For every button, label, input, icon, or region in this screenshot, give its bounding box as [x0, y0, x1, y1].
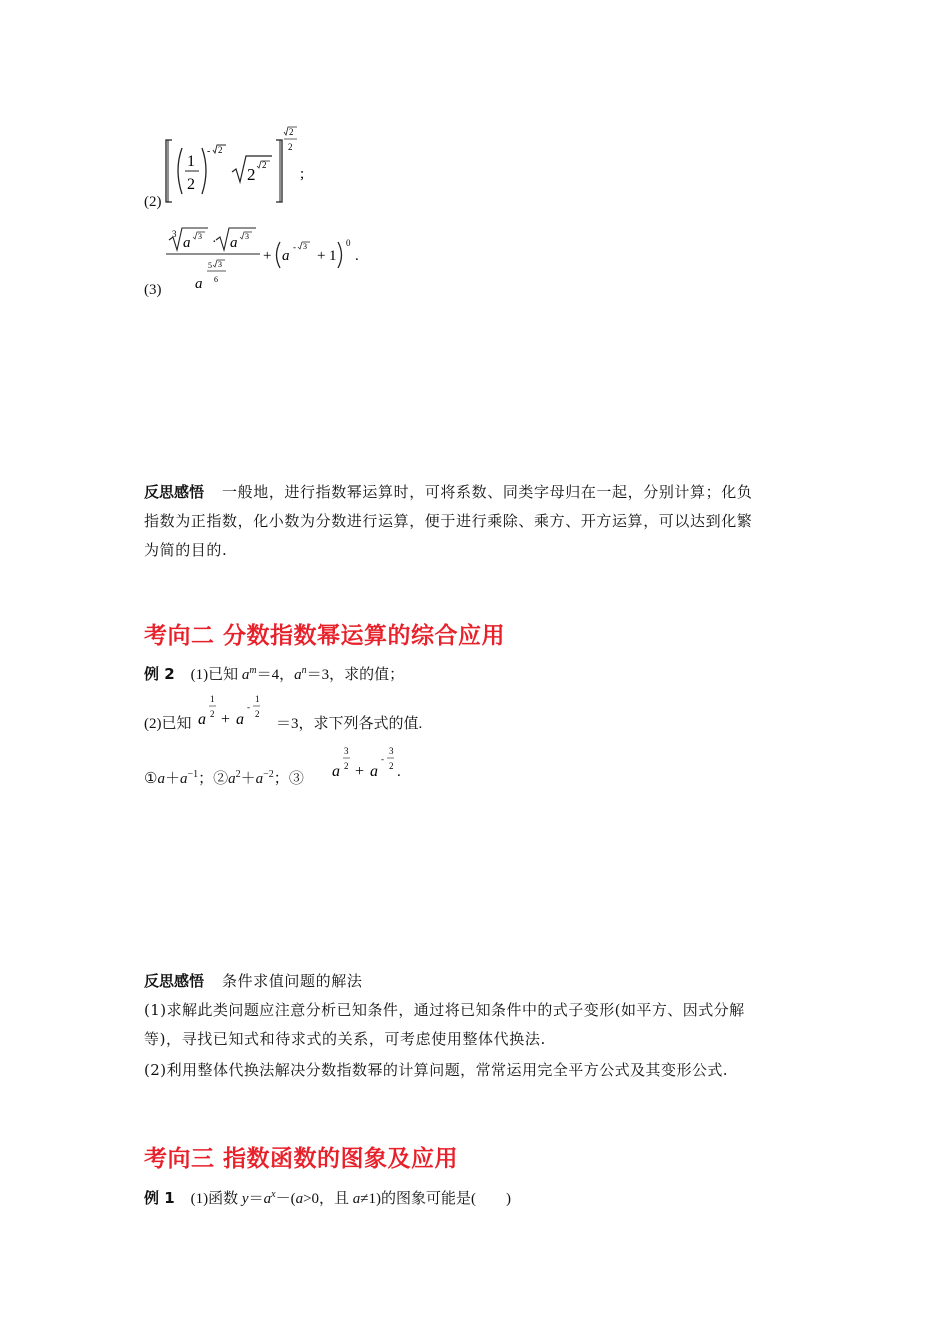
var-a-base: a [263, 1191, 272, 1207]
section-2-heading: 考向二 分数指数幂运算的综合应用 [144, 623, 506, 649]
example-2-part-2-tail: ＝3，求下列各式的值. [276, 716, 423, 732]
example-1-line [144, 1185, 511, 1209]
numerator-a1: a [183, 235, 191, 251]
paren-exp-minus: - [293, 242, 296, 252]
reflection-1-text-1: 一般地，进行指数幂运算时，可将系数、同类字母归在一起，分别计算；化负 [222, 483, 753, 501]
item-1-marker: ① [144, 771, 158, 787]
paren-one: 1 [329, 248, 337, 264]
plus-sign: + [263, 248, 272, 264]
reflection-1-line-1 [144, 482, 752, 502]
item-1-a1: a [157, 771, 165, 787]
left-paren [178, 148, 182, 194]
item-3-exp1-den: 2 [344, 761, 349, 771]
example-1-lead: (1)函数 [190, 1191, 242, 1207]
cond-exp1-den: 2 [210, 709, 215, 719]
cond-plus: + [221, 711, 231, 728]
half-numerator: 1 [187, 153, 195, 170]
problem-3-formula [160, 220, 380, 300]
exp-n: n [301, 665, 307, 676]
section-3-heading: 考向三 指数函数的图象及应用 [144, 1146, 459, 1172]
var-a-cond1: a [295, 1191, 304, 1207]
eq-three: ＝3，求的值； [306, 667, 405, 683]
var-a-m: a [241, 667, 250, 683]
item-1-plus: ＋ [164, 771, 180, 787]
item-2-semicolon: ； [273, 771, 289, 787]
item-3-period: . [397, 764, 401, 780]
numerator-a2: a [230, 235, 238, 251]
item-3-exp1-num: 3 [344, 746, 349, 756]
outer-exp-radicand: 2 [289, 127, 294, 137]
example-1-eq: ＝ [248, 1191, 264, 1207]
multiply-dot: · [212, 235, 217, 250]
eq-four: ＝4， [256, 667, 295, 683]
paren-plus: + [317, 248, 326, 264]
item-3-exp2-den: 2 [389, 761, 394, 771]
item-3-a1: a [332, 763, 340, 780]
cond-a2: a [236, 711, 244, 728]
exp1-radicand: 3 [198, 232, 202, 241]
problem-2-formula [160, 122, 330, 212]
cond-exp2-neg: - [247, 702, 250, 712]
denominator-a: a [195, 276, 203, 292]
item-2-a2: a [255, 771, 264, 787]
item-2-marker: ② [213, 771, 229, 787]
reflection-2-line-1: (1)求解此类问题应注意分析已知条件，通过将已知条件中的式子变形(如平方、因式分解 [144, 1001, 745, 1019]
item-1-a2: a [179, 771, 188, 787]
item-3-formula [330, 742, 410, 786]
item-2-exp1: 2 [235, 769, 241, 780]
half-denominator: 2 [187, 176, 195, 193]
reflection-2-subtitle: 条件求值问题的解法 [222, 972, 363, 990]
den-exp-radicand: 3 [218, 260, 222, 269]
item-2-exp2: −2 [263, 769, 274, 780]
exp-radicand: 2 [218, 145, 223, 155]
exp2-radicand: 3 [245, 232, 249, 241]
cond-exp2-den: 2 [255, 709, 260, 719]
example-2-items [144, 765, 304, 789]
right-bracket [276, 140, 282, 202]
cond-a1: a [198, 711, 206, 728]
cond-exp2-num: 1 [255, 694, 260, 704]
outer-exp-denominator: 2 [288, 142, 293, 152]
reflection-2-title: 反思感悟 [144, 972, 205, 990]
den-exp-five: 5 [208, 261, 212, 270]
example-1-cond-2: ≠1)的图象可能是( ) [360, 1191, 511, 1207]
paren-exp-zero: 0 [346, 238, 351, 248]
right-paren [202, 148, 206, 194]
var-a-cond2: a [352, 1191, 361, 1207]
item-3-marker: ③ [288, 771, 304, 787]
var-a-n: a [294, 667, 302, 683]
cube-root-index: 3 [172, 229, 177, 239]
exp-minus: - [207, 146, 211, 157]
example-2-part-2-lead: (2)已知 [144, 716, 192, 732]
reflection-2-line-2: 等)，寻找已知式和待求式的关系，可考虑使用整体代换法. [144, 1030, 546, 1048]
item-1-semicolon: ； [198, 771, 214, 787]
reflection-1-line-2: 指数为正指数，化小数为分数进行运算，便于进行乘除、乘方、开方运算，可以达到化繁 [144, 512, 753, 530]
example-2-label: 例 2 [144, 665, 175, 683]
item-3-plus: + [355, 763, 365, 780]
example-1-cond-1: >0，且 [303, 1191, 353, 1207]
reflection-2-line-3: (2)利用整体代换法解决分数指数幂的计算问题，常常运用完全平方公式及其变形公式. [144, 1061, 729, 1079]
problem-2-semicolon: ; [300, 166, 305, 182]
example-2-condition-formula [196, 690, 276, 734]
var-y: y [241, 1191, 249, 1207]
den-exp-six: 6 [214, 275, 218, 284]
left-bracket [166, 140, 172, 202]
example-2-part-1-lead: (1)已知 [190, 667, 242, 683]
paren-a: a [282, 248, 290, 264]
item-1-exp: −1 [187, 769, 199, 780]
paren-exp-radicand: 3 [303, 242, 307, 251]
item-3-a2: a [370, 763, 378, 780]
item-2-plus: ＋ [240, 771, 256, 787]
item-3-exp2-num: 3 [389, 746, 394, 756]
inner-radicand: 2 [262, 160, 267, 170]
item-3-exp2-neg: - [381, 754, 384, 764]
example-2-part-1 [144, 661, 404, 685]
base-two: 2 [247, 165, 256, 184]
item-2-a1: a [228, 771, 236, 787]
cond-exp1-num: 1 [210, 694, 215, 704]
paren-close [338, 242, 342, 268]
exp-x: x [271, 1189, 276, 1200]
paren-open [277, 242, 281, 268]
problem-3-label: (3) [144, 282, 162, 298]
problem-2-label: (2) [144, 194, 162, 210]
reflection-2-header [144, 971, 362, 991]
example-1-minus: －( [275, 1191, 296, 1207]
reflection-1-line-3: 为简的目的. [144, 541, 228, 559]
problem-3-period: . [355, 248, 359, 264]
exp-m: m [249, 665, 257, 676]
example-1-label: 例 1 [144, 1189, 175, 1207]
reflection-1-title: 反思感悟 [144, 483, 205, 501]
